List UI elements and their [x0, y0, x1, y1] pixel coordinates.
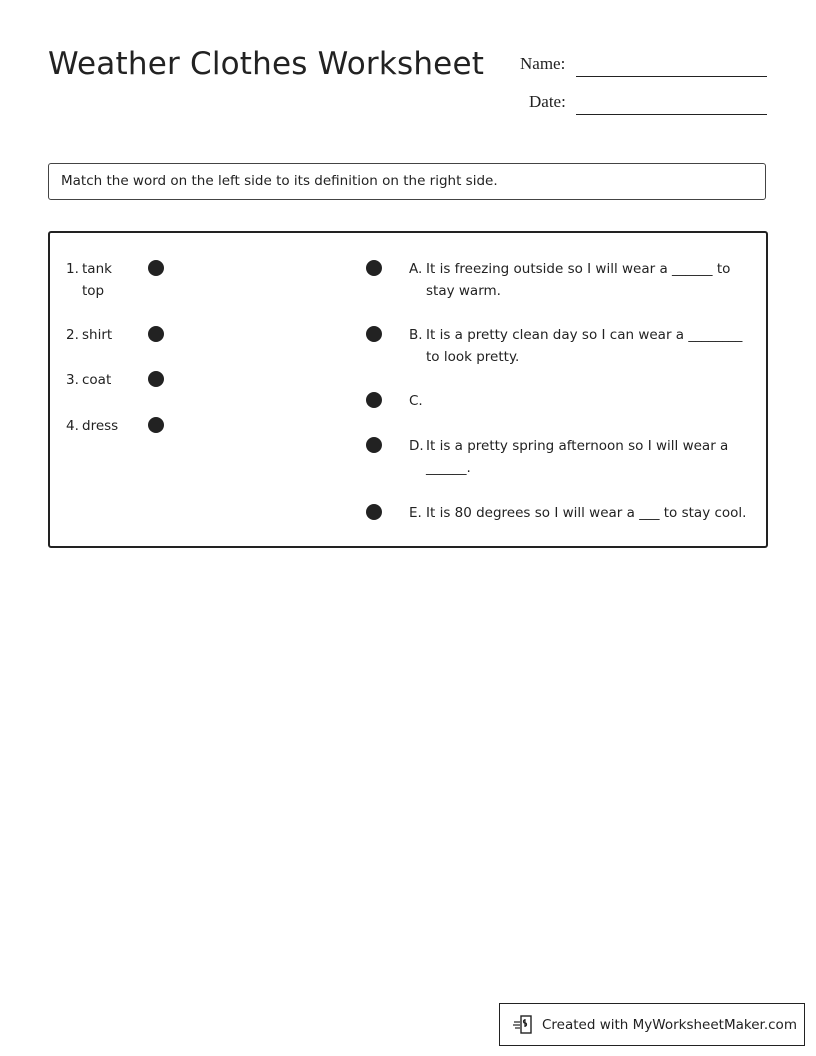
term-item — [66, 369, 122, 391]
instructions-box: Match the word on the left side to its definition on the right side. — [48, 163, 766, 200]
term-item — [66, 324, 122, 346]
term-match-dot[interactable] — [148, 371, 164, 387]
term-number: 3. — [66, 372, 79, 388]
definition-text: It is a pretty clean day so I can wear a ________ to look pretty. — [426, 327, 743, 365]
definition-letter: B. — [409, 327, 423, 343]
term-number: 4. — [66, 418, 79, 434]
definition-text: It is freezing outside so I will wear a ______ to stay warm. — [426, 261, 731, 299]
definition-match-dot[interactable] — [366, 504, 382, 520]
definition-item — [409, 502, 754, 524]
term-number: 1. — [66, 261, 79, 277]
definition-item — [409, 435, 754, 479]
term-item — [66, 258, 122, 302]
term-match-dot[interactable] — [148, 417, 164, 433]
definition-letter: E. — [409, 505, 422, 521]
definition-letter: D. — [409, 438, 424, 454]
term-text: coat — [82, 372, 112, 388]
definition-text: It is 80 degrees so I will wear a ___ to stay cool. — [426, 505, 747, 521]
worksheet-title: Weather Clothes Worksheet — [48, 46, 485, 82]
definition-letter: C. — [409, 393, 423, 409]
name-label: Name: — [520, 54, 566, 73]
definition-match-dot[interactable] — [366, 437, 382, 453]
definition-item — [409, 258, 754, 302]
footer-credit[interactable] — [499, 1003, 805, 1046]
term-text: tank top — [82, 261, 112, 299]
term-number: 2. — [66, 327, 79, 343]
term-text: shirt — [82, 327, 113, 343]
name-field-line[interactable] — [576, 76, 767, 77]
date-label: Date: — [529, 92, 566, 111]
definition-text: It is a pretty spring afternoon so I will wear a ______. — [426, 438, 729, 476]
term-match-dot[interactable] — [148, 326, 164, 342]
definition-match-dot[interactable] — [366, 326, 382, 342]
term-text: dress — [82, 418, 119, 434]
definition-match-dot[interactable] — [366, 260, 382, 276]
definition-letter: A. — [409, 261, 423, 277]
definition-match-dot[interactable] — [366, 392, 382, 408]
date-field-line[interactable] — [576, 114, 767, 115]
term-match-dot[interactable] — [148, 260, 164, 276]
term-item — [66, 415, 122, 437]
definition-item — [409, 390, 754, 412]
definition-text — [426, 390, 754, 412]
definition-item — [409, 324, 754, 368]
footer-text: Created with MyWorksheetMaker.com — [542, 1016, 797, 1033]
worksheet-maker-logo-icon — [512, 1014, 534, 1036]
